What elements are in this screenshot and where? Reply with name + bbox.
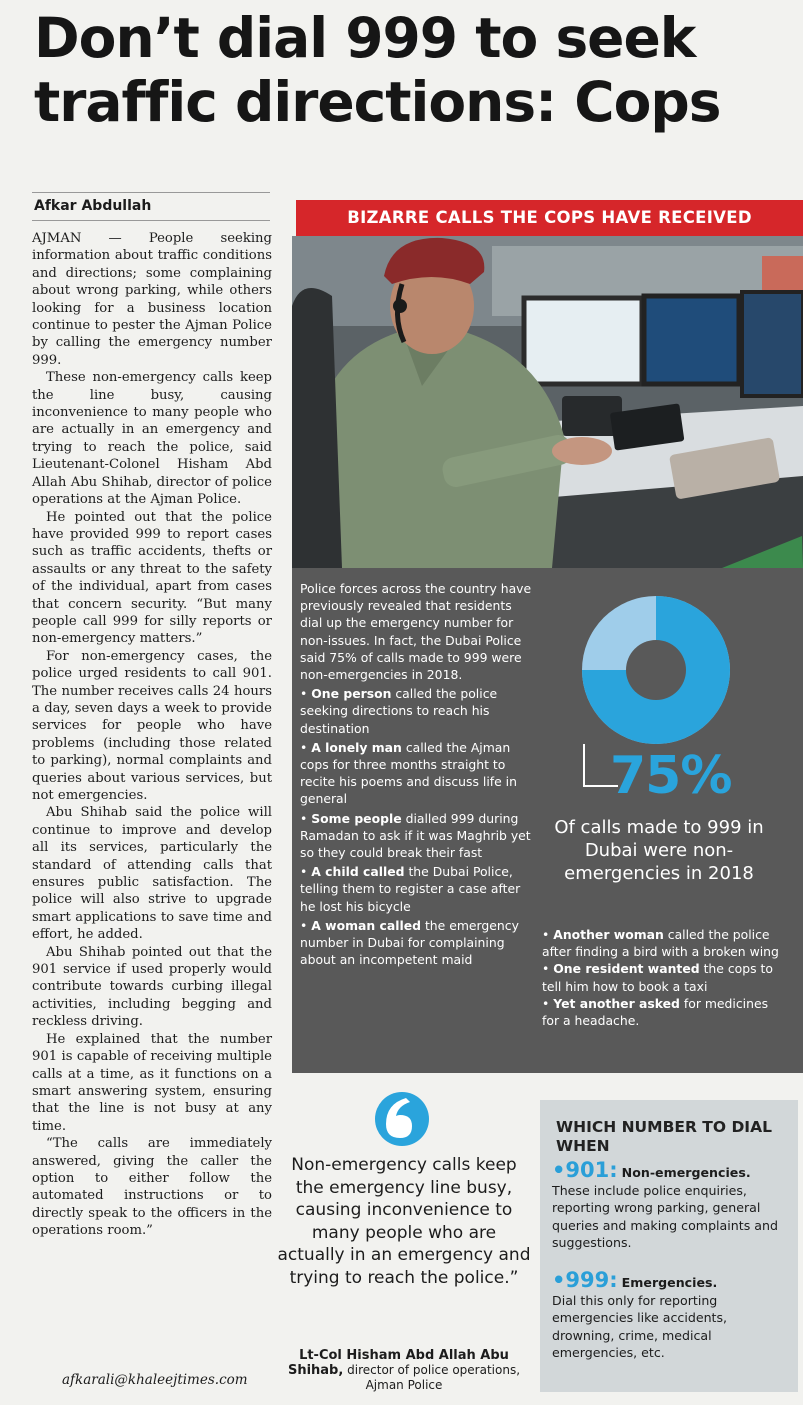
- paragraph: He pointed out that the police have provided 999 to report cases such as traffic accidents, thefts or assaults or any threat to the safety of the individual, apart from cases that concern security. “But many people call 999 for silly reports or non-emergency matters.”: [32, 509, 272, 647]
- byline-rule-bottom: [32, 220, 270, 221]
- list-item-lead: Yet another asked: [553, 995, 680, 1011]
- bizarre-calls-list-2: [542, 926, 782, 1029]
- list-item-text: called the police after finding a bird with a broken wing: [542, 927, 779, 960]
- list-item-text: for medicines for a headache.: [542, 995, 769, 1029]
- stat-percent: 75%: [610, 746, 732, 806]
- paragraph: Abu Shihab pointed out that the 901 service if used properly would contribute towards curbing illegal activities, including begging and reckless driving.: [32, 944, 272, 1030]
- paragraph: “The calls are immediately answered, giving the caller the option to either follow the automated instructions or to directly speak to the officers in the operations room.”: [32, 1136, 272, 1239]
- number-901-text: These include police enquiries, reporting wrong parking, general queries and making complaints and suggestions.: [552, 1182, 778, 1250]
- list-item: • One resident wanted the cops to tell him how to book a taxi: [542, 961, 773, 994]
- pie-hole: [626, 640, 686, 700]
- number-901-label: Non-emergencies.: [621, 1165, 751, 1180]
- list-item-text: the cops to tell him how to book a taxi: [542, 961, 773, 994]
- list-item-lead: One resident wanted: [553, 961, 700, 977]
- list-item-lead: One person: [311, 686, 392, 702]
- paragraph: These non-emergency calls keep the line busy, causing inconvenience to many people who are actually in an emergency and trying to reach the police, said Lieutenant-Colonel Hisham Abd Allah Abu Shihab, director of police operations at the Ajman Police.: [32, 370, 272, 508]
- list-item: • A child called the Dubai Police, telling them to register a case after he lost his bicycle: [300, 864, 521, 914]
- list-item-lead: Some people: [311, 810, 402, 826]
- stat-pie-chart: [580, 594, 732, 746]
- byline: Afkar Abdullah: [34, 198, 152, 214]
- number-999: •999:: [552, 1268, 618, 1292]
- quote-attribution: [276, 1348, 532, 1393]
- list-item-text: called the police seeking directions to reach his destination: [300, 686, 498, 736]
- bizarre-calls-list: [300, 580, 532, 968]
- author-email: afkarali@khaleejtimes.com: [62, 1372, 248, 1388]
- number-901-item: [552, 1158, 792, 1252]
- list-item-text: the Dubai Police, telling them to register a case after he lost his bicycle: [300, 864, 521, 914]
- list-item-lead: A child called: [311, 864, 405, 880]
- list-item: • Some people dialled 999 during Ramadan to ask if it was Maghrib yet so they could break their fast: [300, 810, 531, 861]
- byline-rule-top: [32, 192, 270, 193]
- list-item-lead: A lonely man: [311, 739, 402, 755]
- paragraph: For non-emergency cases, the police urged residents to call 901. The number receives calls 24 hours a day, seven days a week to provide services for people who have problems (including those related to parking), normal complaints and queries about various services, but not emergencies.: [32, 648, 272, 803]
- pull-quote: [276, 1090, 532, 1400]
- control-room-photo: [292, 236, 803, 568]
- stat-caption: Of calls made to 999 in Dubai were non-emergencies in 2018: [554, 817, 764, 884]
- quote-text: Non-emergency calls keep the emergency line busy, causing inconvenience to many people who are actually in an emergency and trying to reach the police.”: [277, 1155, 531, 1288]
- headline-line-1: Don’t dial 999 to seek: [34, 6, 696, 70]
- photo-illustration: [292, 236, 803, 568]
- list-item-text: dialled 999 during Ramadan to ask if it was Maghrib yet so they could break their fast: [300, 810, 531, 861]
- headline-line-2: traffic directions: Cops: [34, 70, 721, 134]
- list-item-text: the emergency number in Dubai for complaining about an incompetent maid: [300, 917, 519, 968]
- paragraph: Abu Shihab said the police will continue to improve and develop all its services, particularly the standard of attending calls that ensures public satisfaction. The police will also strive to upgrade smart applications to save time and effort, he added.: [32, 805, 272, 943]
- quote-mark-icon: [372, 1090, 432, 1148]
- quote-speaker-title: director of police operations, Ajman Police: [347, 1363, 521, 1392]
- number-999-text: Dial this only for reporting emergencies like accidents, drowning, crime, medical emergencies, etc.: [552, 1292, 728, 1360]
- headline: [34, 6, 803, 134]
- number-999-label: Emergencies.: [621, 1275, 718, 1290]
- list-item: • A lonely man called the Ajman cops for three months straight to recite his poems and discuss life in general: [300, 739, 517, 807]
- list-item: • Another woman called the police after finding a bird with a broken wing: [542, 927, 779, 960]
- number-999-item: [552, 1268, 792, 1362]
- number-901: •901:: [552, 1158, 618, 1182]
- list-item: • One person called the police seeking directions to reach his destination: [300, 686, 498, 736]
- sidebar-intro: Police forces across the country have previously revealed that residents dial up the emergency number for non-issues. In fact, the Dubai Police said 75% of calls made to 999 were non-emergencies in 2018.: [300, 581, 532, 683]
- quote-speaker: Lt-Col Hisham Abd Allah Abu Shihab,: [287, 1348, 509, 1378]
- which-number-box: [540, 1100, 798, 1392]
- sidebar-banner: BIZARRE CALLS THE COPS HAVE RECEIVED: [296, 200, 803, 236]
- paragraph: AJMAN — People seeking information about traffic conditions and directions; some complaining about wrong parking, while others looking for a business location continue to pester the Ajman Police by calling the emergency number 999.: [32, 231, 272, 368]
- list-item-text: called the Ajman cops for three months straight to recite his poems and discuss life in general: [300, 739, 517, 807]
- list-item-lead: A woman called: [311, 917, 421, 933]
- article-body: [32, 230, 272, 1240]
- list-item: • A woman called the emergency number in Dubai for complaining about an incompetent maid: [300, 917, 519, 968]
- list-item: • Yet another asked for medicines for a headache.: [542, 995, 769, 1029]
- list-item-lead: Another woman: [553, 927, 664, 942]
- which-number-title: WHICH NUMBER TO DIAL WHEN: [556, 1118, 772, 1155]
- paragraph: He explained that the number 901 is capable of receiving multiple calls at a time, as it functions on a smart answering system, ensuring that the line is not busy at any time.: [32, 1031, 272, 1134]
- bizarre-calls-box: [292, 568, 803, 1073]
